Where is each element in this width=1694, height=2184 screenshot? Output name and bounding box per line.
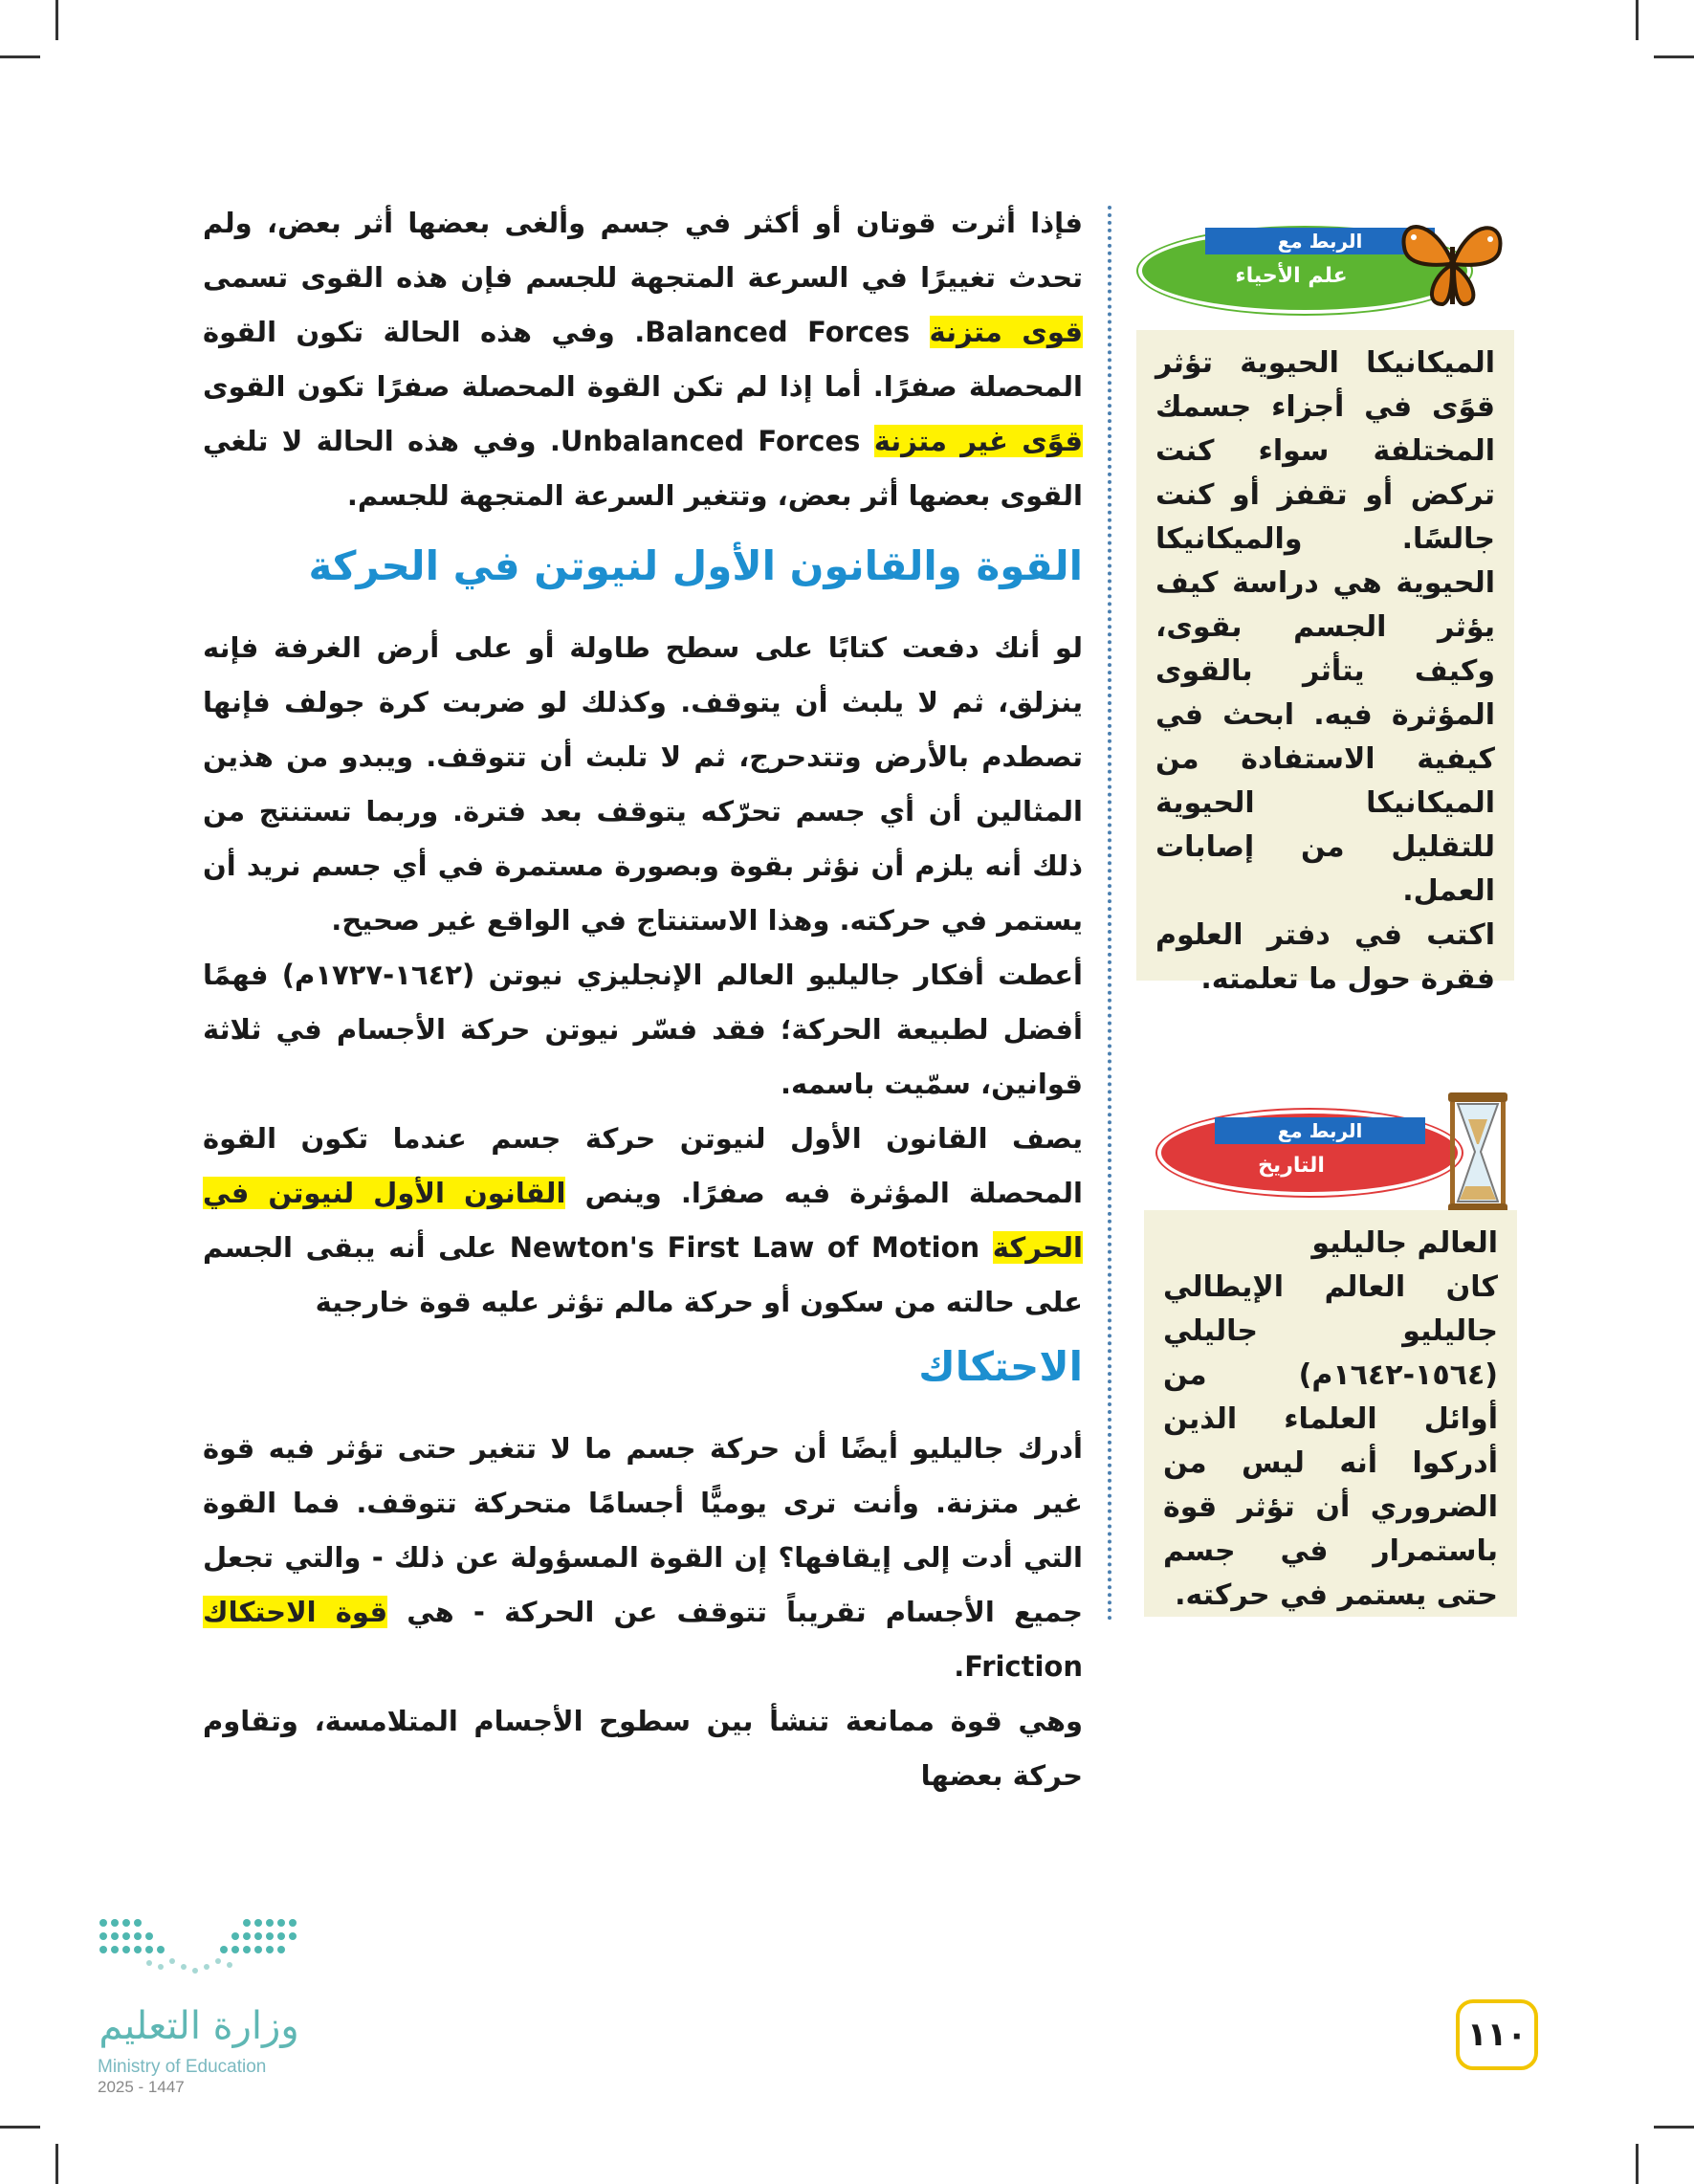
main-column: [203, 196, 1083, 1803]
crop-mark: [1636, 2144, 1639, 2184]
paragraph-friction-intro: [203, 1422, 1083, 1694]
banner-bar: الربط مع: [1215, 1117, 1425, 1144]
ministry-name-english: Ministry of Education: [98, 2057, 267, 2077]
section-title-friction: الاحتكاك: [918, 1343, 1083, 1390]
highlighted-term: قوة الاحتكاك: [203, 1596, 388, 1628]
crop-mark: [1654, 55, 1694, 58]
banner-subtitle: علم الأحياء: [1235, 264, 1348, 288]
history-connection-box: [1144, 1210, 1517, 1617]
page-number: ١١٠: [1456, 1999, 1538, 2070]
paragraph-text: Friction.: [954, 1650, 1083, 1683]
biology-title: الميكانيكا الحيوية: [1240, 346, 1495, 380]
history-body: كان العالم الإيطالي جاليليو جاليلي (١٥٦٤-١٦٤٢م) من أوائل العلماء الذين أدركوا أنه ليس من الضروري أن تؤثر قوة باستمرار في جسم حتى يستمر في حركته.: [1163, 1270, 1498, 1612]
biology-body: تؤثر قوًى في أجزاء جسمك المختلفة سواء كنت تركض أو تقفز أو كنت جالسًا. والميكانيكا الحيوية هي دراسة كيف يؤثر الجسم بقوى، وكيف يتأثر بالقوى المؤثرة فيه. ابحث في كيفية الاستفادة من الميكانيكا الحيوية للتقليل من إصابات العمل.: [1155, 346, 1495, 908]
crop-mark: [0, 2126, 40, 2129]
paragraph-friction-definition: وهي قوة ممانعة تنشأ بين سطوح الأجسام المتلامسة، وتقاوم حركة بعضها: [203, 1705, 1083, 1792]
biology-task: اكتب في دفتر العلوم فقرة حول ما تعلمته.: [1155, 918, 1495, 996]
crop-mark: [55, 0, 58, 40]
banner-bar: الربط مع: [1205, 228, 1435, 254]
banner-subtitle: التاريخ: [1258, 1154, 1325, 1178]
history-title: العالم جاليليو: [1311, 1226, 1498, 1260]
crop-mark: [55, 2144, 58, 2184]
column-divider: [1108, 206, 1111, 1621]
crop-mark: [1636, 0, 1639, 40]
biology-connection-banner: [1138, 209, 1521, 323]
paragraph-text: Newton's First Law of Motion على أنه يبقى الجسم على حالته من سكون أو حركة مالم تؤثر عليه قوة خارجية: [203, 1231, 1083, 1318]
paragraph-text: يصف القانون الأول لنيوتن حركة جسم عندما تكون القوة المحصلة المؤثرة فيه صفرًا. وينص: [203, 1122, 1083, 1209]
highlighted-term: قوى متزنة: [929, 316, 1083, 348]
crop-mark: [1654, 2126, 1694, 2129]
section-title-newton-first-law: القوة والقانون الأول لنيوتن في الحركة: [308, 542, 1083, 589]
butterfly-icon: [1395, 209, 1509, 314]
ministry-name-arabic: وزارة التعليم: [99, 2004, 299, 2048]
history-connection-banner: [1157, 1091, 1511, 1215]
paragraph-first-law-definition: [203, 1112, 1083, 1330]
paragraph-text: Unbalanced Forces. وفي هذه الحالة لا تلغي القوى بعضها أثر بعض، وتتغير السرعة المتجهة للجسم.: [203, 425, 1083, 512]
biology-connection-box: [1136, 330, 1514, 996]
biology-text: [1155, 342, 1495, 914]
hourglass-icon: [1444, 1091, 1511, 1215]
paragraph-text: Balanced Forces. وفي هذه الحالة تكون القوة المحصلة صفرًا. أما إذا لم تكن القوة المحصلة صفرًا تكون القوى: [203, 316, 1083, 403]
ministry-year: 2025 - 1447: [98, 2078, 185, 2096]
paragraph-book-golf-example: لو أنك دفعت كتابًا على سطح طاولة أو على أرض الغرفة فإنه ينزلق، ثم لا يلبث أن يتوقف. وكذلك لو ضربت كرة جولف فإنها تصطدم بالأرض وتتدحرج، ثم لا تلبث أن تتوقف. ويبدو من هذين المثالين أن أي جسم تحرّكه يتوقف بعد فترة. وربما تستنتج من ذلك أنه يلزم أن نؤثر بقوة وبصورة مستمرة في أي جسم نريد أن يستمر في حركته. وهذا الاستنتاج في الواقع غير صحيح.: [203, 631, 1083, 937]
paragraph-newton-ideas: أعطت أفكار جاليليو العالم الإنجليزي نيوتن (١٦٤٢-١٧٢٧م) فهمًا أفضل لطبيعة الحركة؛ فقد فسّر نيوتن حركة الأجسام في ثلاثة قوانين، سمّيت باسمه.: [203, 959, 1084, 1100]
highlighted-term: قوًى غير متزنة: [873, 425, 1083, 457]
paragraph-text: أدرك جاليليو أيضًا أن حركة جسم ما لا تتغير حتى تؤثر فيه قوة غير متزنة. وأنت ترى يوميًّا أجسامًا متحركة تتوقف. فما القوة التي أدت إلى إيقافها؟ إن القوة المسؤولة عن ذلك - والتي تجعل جميع الأجسام تقريباً تتوقف عن الحركة - هي: [203, 1432, 1084, 1628]
highlighted-term: القانون الأول لنيوتن في الحركة: [203, 1177, 1083, 1264]
ministry-dots-logo: [94, 1913, 304, 1990]
paragraph-balanced-forces: [203, 196, 1083, 523]
crop-mark: [0, 55, 40, 58]
paragraph-text: فإذا أثرت قوتان أو أكثر في جسم وألغى بعضها أثر بعض، ولم تحدث تغييرًا في السرعة المتجهة للجسم فإن هذه القوى تسمى: [203, 207, 1083, 294]
